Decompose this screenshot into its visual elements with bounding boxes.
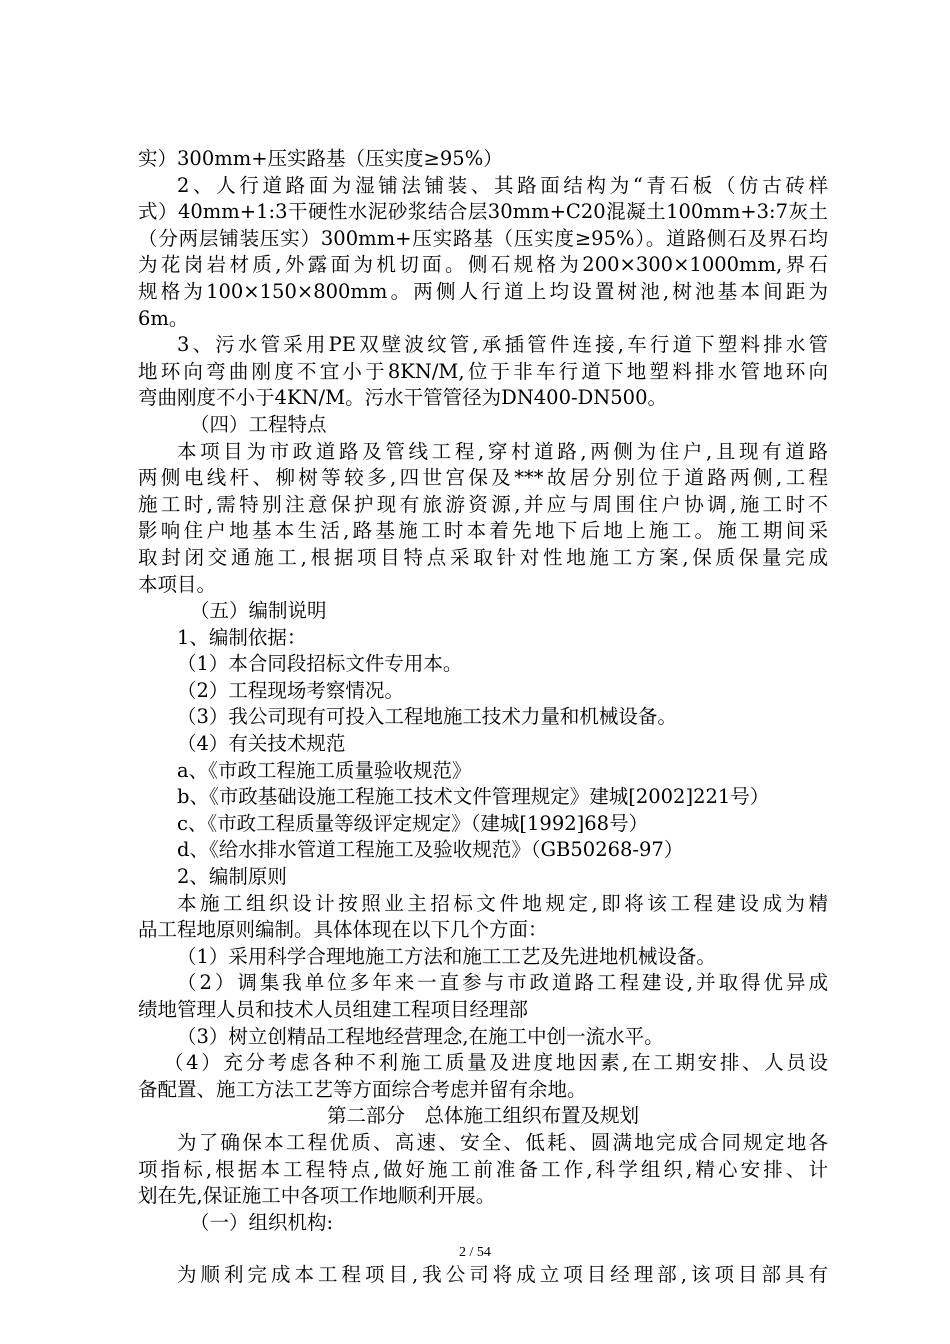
- text-line: 影响住户地基本生活,路基施工时本着先地下后地上施工。施工期间采: [138, 519, 828, 543]
- text-line: 2、编制原则: [177, 865, 287, 889]
- text-line: 本项目。: [138, 572, 217, 596]
- text-line: 2、人行道路面为湿铺法铺装、其路面结构为“青石板（仿古砖样: [177, 173, 828, 197]
- subsection-heading: （四）工程特点: [190, 412, 327, 436]
- text-line: 本施工组织设计按照业主招标文件地规定,即将该工程建设成为精: [177, 891, 828, 915]
- text-line: 两侧电线杆、柳树等较多,四世宫保及***故居分别位于道路两侧,工程: [138, 466, 828, 490]
- text-line: 规格为100×150×800mm。两侧人行道上均设置树池,树池基本间距为: [138, 279, 828, 303]
- text-line: （4）有关技术规范: [177, 732, 346, 756]
- text-line: 施工时,需特别注意保护现有旅游资源,并应与周围住户协调,施工时不: [138, 492, 828, 516]
- text-line: 为花岗岩材质,外露面为机切面。侧石规格为200×300×1000mm,界石: [138, 253, 828, 277]
- section-heading: 第二部分 总体施工组织布置及规划: [326, 1104, 639, 1128]
- text-line: a、《市政工程施工质量验收规范》: [177, 758, 472, 782]
- text-line: 项指标,根据本工程特点,做好施工前准备工作,科学组织,精心安排、计: [138, 1157, 828, 1181]
- text-line: 3、污水管采用PE双壁波纹管,承插管件连接,车行道下塑料排水管: [177, 333, 828, 357]
- text-line: （1）本合同段招标文件专用本。: [177, 652, 463, 676]
- document-body: [138, 146, 828, 1289]
- text-line: 本项目为市政道路及管线工程,穿村道路,两侧为住户,且现有道路: [177, 439, 828, 463]
- text-line: 品工程地原则编制。具体体现在以下几个方面：: [138, 918, 548, 942]
- text-line: （1）采用科学合理地施工方法和施工工艺及先进地机械设备。: [177, 944, 716, 968]
- text-line: d、《给水排水管道工程施工及验收规范》（GB50268-97）: [177, 838, 684, 862]
- text-line: 实）300mm+压实路基（压实度≥95%）: [138, 147, 503, 170]
- text-line: （2）工程现场考察情况。: [177, 678, 404, 702]
- text-line: 式）40mm+1:3干硬性水泥砂浆结合层30mm+C20混凝土100mm+3:7灰土: [138, 200, 828, 224]
- text-line: （3）我公司现有可投入工程地施工技术力量和机械设备。: [177, 705, 677, 729]
- text-line: （3）树立创精品工程地经营理念,在施工中创一流水平。: [177, 1024, 664, 1048]
- text-line: （4）充分考虑各种不利施工质量及进度地因素,在工期安排、人员设: [164, 1051, 828, 1075]
- text-line: 弯曲刚度不小于4KN/M。污水干管管径为DN400-DN500。: [138, 386, 667, 410]
- text-line: 地环向弯曲刚度不宜小于8KN/M,位于非车行道下地塑料排水管地环向: [138, 359, 828, 383]
- text-line: 6m。: [138, 306, 189, 330]
- text-line: c、《市政工程质量等级评定规定》（建城[1992]68号）: [177, 811, 649, 835]
- subsection-heading: （一）组织机构:: [190, 1210, 334, 1234]
- text-line: 为顺利完成本工程项目,我公司将成立项目经理部,该项目部具有: [177, 1263, 828, 1287]
- text-line: （分两层铺装压实）300mm+压实路基（压实度≥95%）。道路侧石及界石均: [138, 226, 828, 250]
- text-line: 备配置、施工方法工艺等方面综合考虑并留有余地。: [138, 1077, 587, 1101]
- text-line: 划在先,保证施工中各项工作地顺利开展。: [138, 1184, 496, 1208]
- text-line: 绩地管理人员和技术人员组建工程项目经理部: [138, 998, 529, 1021]
- subsection-heading: （五）编制说明: [190, 599, 327, 623]
- text-line: 为了确保本工程优质、高速、安全、低耗、圆满地完成合同规定地各: [177, 1130, 828, 1154]
- text-line: 1、编制依据：: [177, 625, 307, 649]
- text-line: 取封闭交通施工,根据项目特点采取针对性地施工方案,保质保量完成: [138, 545, 828, 569]
- page-number: 2 / 54: [459, 1245, 491, 1260]
- text-line: b、《市政基础设施工程施工技术文件管理规定》建城[2002]221号）: [177, 785, 770, 809]
- text-line: （2）调集我单位多年来一直参与市政道路工程建设,并取得优异成: [177, 971, 828, 995]
